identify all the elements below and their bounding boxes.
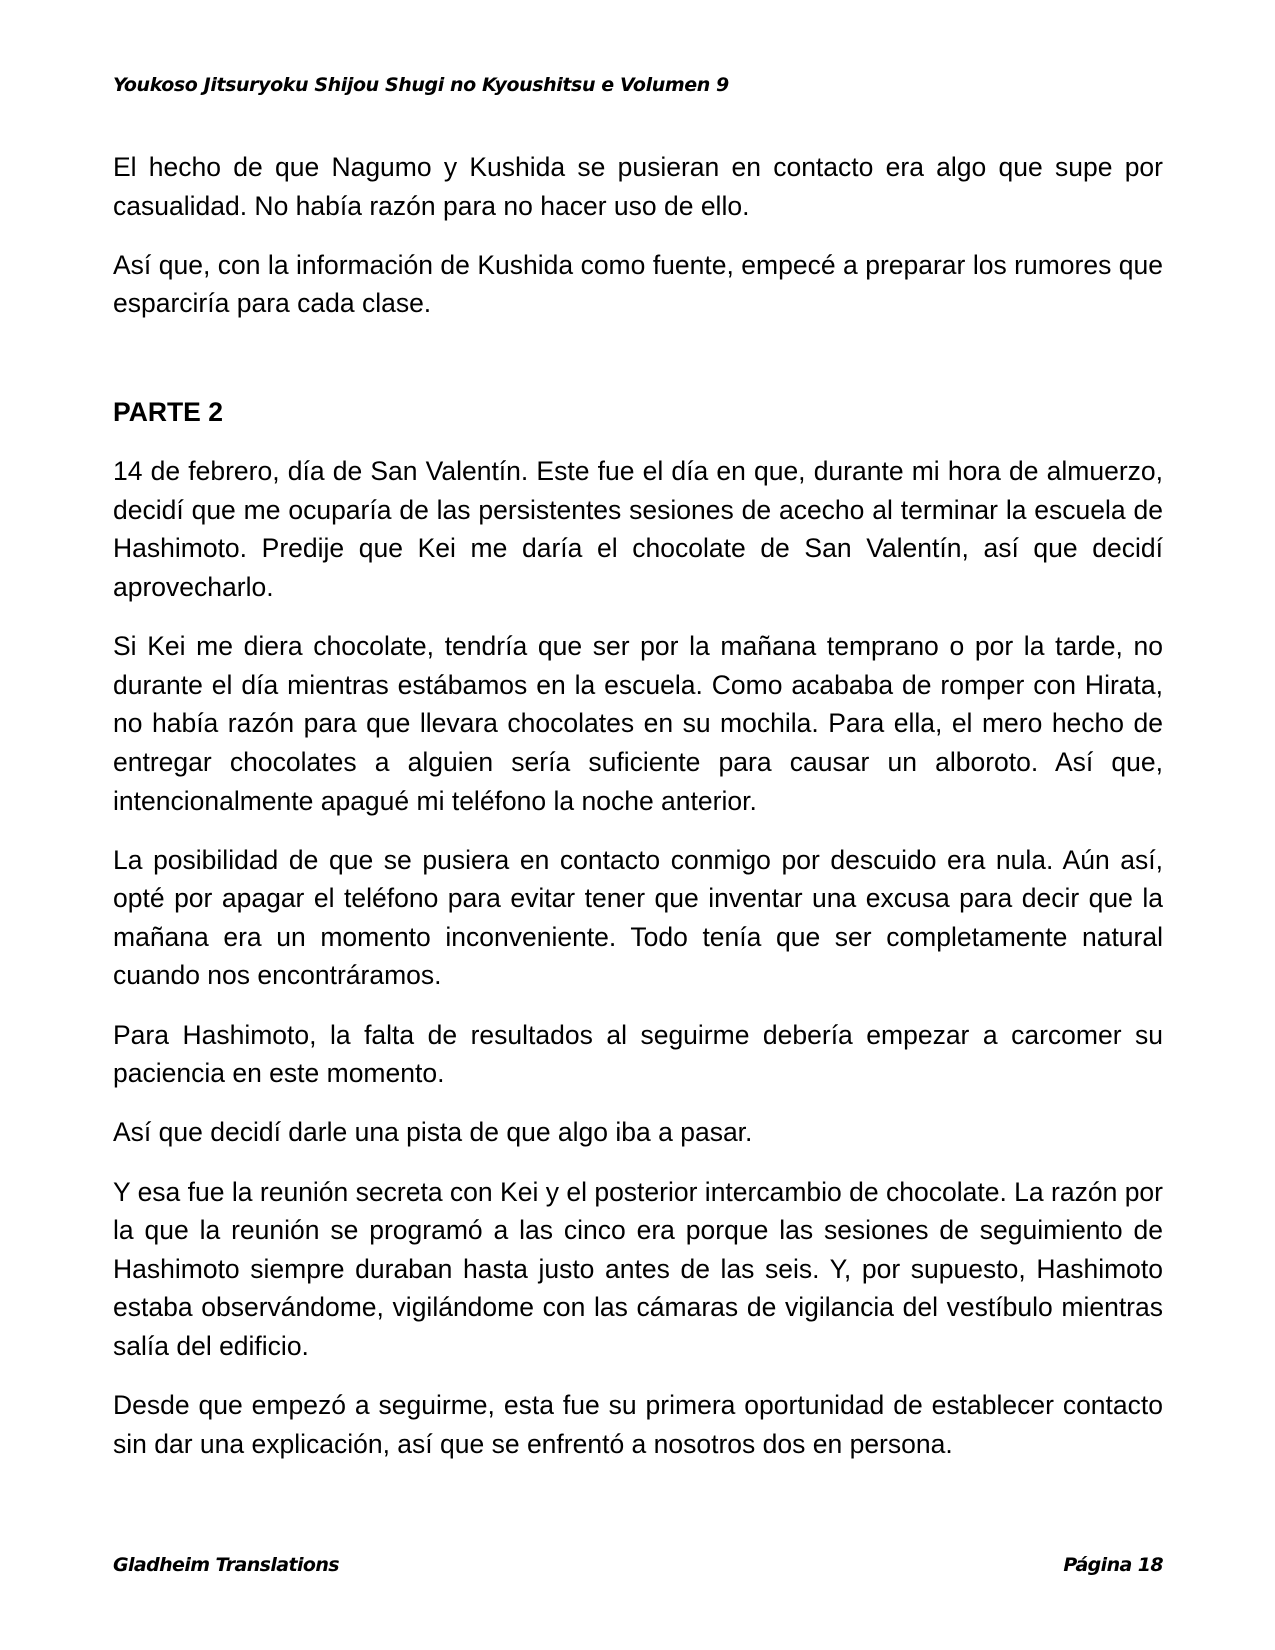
- paragraph: Para Hashimoto, la falta de resultados al seguirme debería empezar a carcomer su paciencia en este momento.: [113, 1019, 1163, 1089]
- paragraph: Si Kei me diera chocolate, tendría que ser por la mañana temprano o por la tarde, no durante el día mientras estábamos en la escuela. Como acababa de romper con Hirata, no había razón para que llevara chocolates en su mochila. Para ella, el mero hecho de entregar chocolates a alguien sería suficiente para causar un alboroto. Así que, intencionalmente apagué mi teléfono la noche anterior.: [113, 631, 1163, 816]
- paragraph: 14 de febrero, día de San Valentín. Este fue el día en que, durante mi hora de almuerzo, decidí que me ocuparía de las persistentes sesiones de acecho al terminar la escuela de Hashimoto. Predije que Kei me daría el chocolate de San Valentín, así que decidí aprovecharlo.: [113, 456, 1163, 602]
- paragraph: El hecho de que Nagumo y Kushida se pusieran en contacto era algo que supe por casualidad. No había razón para no hacer uso de ello.: [113, 152, 1163, 221]
- page-number: Página 18: [1063, 1554, 1163, 1576]
- body-text: [113, 148, 1163, 1484]
- paragraph: Y esa fue la reunión secreta con Kei y el posterior intercambio de chocolate. La razón por la que la reunión se programó a las cinco era porque las sesiones de seguimiento de Hashimoto siempre duraban hasta justo antes de las seis. Y, por supuesto, Hashimoto estaba observándome, vigilándome con las cámaras de vigilancia del vestíbulo mientras salía del edificio.: [113, 1176, 1163, 1361]
- running-header: Youkoso Jitsuryoku Shijou Shugi no Kyoushitsu e Volumen 9: [113, 74, 729, 96]
- paragraph: Desde que empezó a seguirme, esta fue su primera oportunidad de establecer contacto sin dar una explicación, así que se enfrentó a nosotros dos en persona.: [113, 1390, 1163, 1459]
- paragraph: La posibilidad de que se pusiera en contacto conmigo por descuido era nula. Aún así, opté por apagar el teléfono para evitar tener que inventar una excusa para decir que la mañana era un momento inconveniente. Todo tenía que ser completamente natural cuando nos encontráramos.: [113, 844, 1163, 991]
- page-footer: [113, 1554, 1163, 1576]
- footer-publisher: Gladheim Translations: [113, 1554, 339, 1576]
- paragraph: Así que decidí darle una pista de que algo iba a pasar.: [113, 1117, 753, 1148]
- paragraph: Así que, con la información de Kushida como fuente, empecé a preparar los rumores que esparciría para cada clase.: [113, 249, 1163, 319]
- section-heading: PARTE 2: [113, 396, 223, 427]
